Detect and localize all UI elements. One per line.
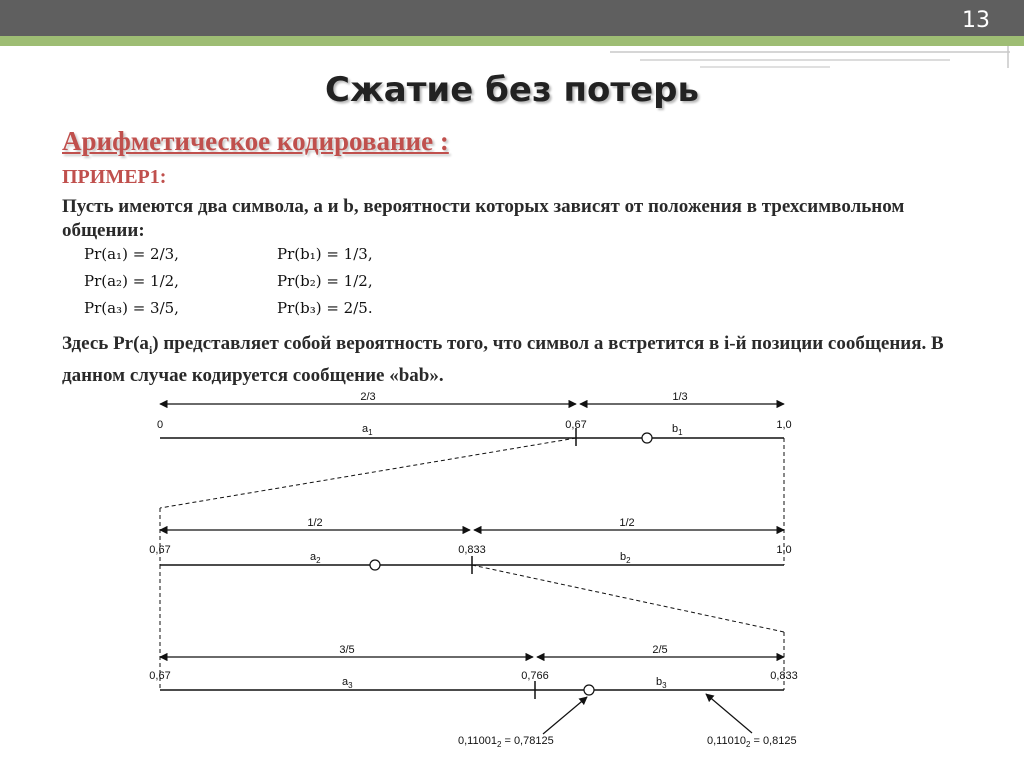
prob-b3: Pr(b₃) = 2/5. — [277, 299, 373, 317]
explanation-part1: Здесь Pr(a — [62, 333, 149, 354]
level3-a-label: $a_3$ — [342, 676, 353, 690]
zoom-connector-left — [160, 438, 576, 508]
explanation-subscript: i — [148, 342, 153, 357]
prob-b1: Pr(b₁) = 1/3, — [277, 245, 373, 263]
zoom-connector-2 — [472, 565, 784, 632]
slide-number: 13 — [962, 8, 990, 33]
level3-left-fraction: 3/5 — [339, 644, 355, 656]
decorative-lines — [0, 0, 1024, 80]
level1-b-label: $b_1$ — [672, 423, 683, 437]
level2-right-fraction: 1/2 — [619, 517, 635, 529]
level3-marker — [584, 685, 594, 695]
code-right-label: $0,11010_2 = 0,8125$ — [707, 735, 797, 749]
level2-a-label: $a_2$ — [310, 551, 321, 565]
probability-row — [84, 272, 404, 299]
level1-end-label: 1,0 — [776, 419, 792, 431]
level1-mid-label: 0,67 — [565, 419, 587, 431]
probability-row — [84, 299, 404, 326]
code-left-label: $0,11001_2 = 0,78125$ — [458, 735, 554, 749]
prob-a3: Pr(a₃) = 3/5, — [84, 299, 179, 317]
level3-b-label: $b_3$ — [656, 676, 667, 690]
level1-start-label: 0 — [156, 419, 164, 431]
prob-a1: Pr(a₁) = 2/3, — [84, 245, 179, 263]
level1-right-fraction: 1/3 — [672, 391, 688, 403]
level1-a-label: $a_1$ — [362, 423, 373, 437]
intro-paragraph: Пусть имеются два символа, a и b, вероятности которых зависят от положения в трехсимвольном общении: — [62, 196, 905, 241]
code-right-arrow — [706, 694, 752, 733]
prob-b2: Pr(b₂) = 1/2, — [277, 272, 373, 290]
slide-title: Сжатие без потерь — [325, 70, 699, 110]
level2-b-label: $b_2$ — [620, 551, 631, 565]
level2-end-label: 1,0 — [776, 544, 792, 556]
level1-marker — [642, 433, 652, 443]
level2-mid-label: 0,833 — [458, 544, 486, 556]
level2-interval — [149, 517, 791, 574]
example-label: ПРИМЕР1: — [62, 166, 167, 188]
arithmetic-coding-diagram — [0, 380, 1024, 768]
level2-marker — [370, 560, 380, 570]
level3-start-label: 0,67 — [149, 670, 171, 682]
slide-subtitle: Арифметическое кодирование : — [62, 126, 449, 156]
level2-left-fraction: 1/2 — [307, 517, 323, 529]
level3-end-label: 0,833 — [770, 670, 798, 682]
code-left-arrow — [543, 697, 587, 734]
level3-interval — [149, 644, 797, 699]
probability-list — [84, 245, 404, 326]
level3-right-fraction: 2/5 — [652, 644, 668, 656]
probability-row — [84, 245, 404, 272]
level1-left-fraction: 2/3 — [360, 391, 376, 403]
level2-start-label: 0,67 — [149, 544, 171, 556]
explanation-part2: ) представляет собой вероятность того, что символ a встретится в i-й позиции сообщения. В данном случае кодируется сообщение «bab». — [62, 333, 944, 386]
prob-a2: Pr(a₂) = 1/2, — [84, 272, 179, 290]
level3-mid-label: 0,766 — [521, 670, 549, 682]
level1-interval — [157, 391, 792, 446]
